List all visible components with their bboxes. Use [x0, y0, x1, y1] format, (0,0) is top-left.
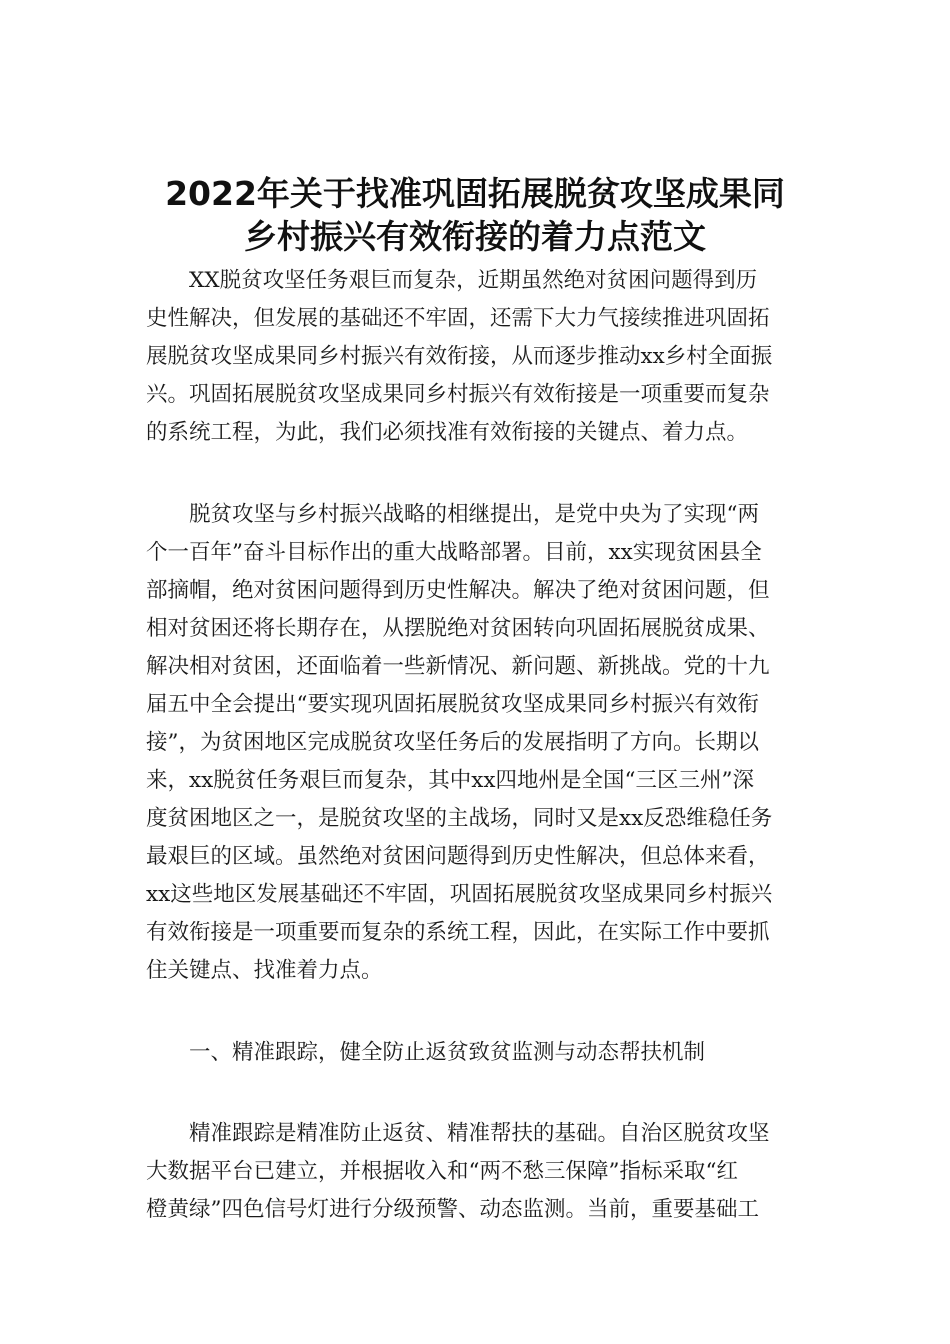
text-line: 有效衔接是一项重要而复杂的系统工程，因此，在实际工作中要抓 [146, 920, 770, 945]
paragraph-intro [146, 262, 806, 452]
section-heading-1 [146, 1034, 806, 1072]
text-line: 大数据平台已建立，并根据收入和“两不愁三保障”指标采取“红 [146, 1159, 738, 1184]
text-line: 度贫困地区之一，是脱贫攻坚的主战场，同时又是xx反恐维稳任务 [146, 806, 773, 831]
text-line: 史性解决，但发展的基础还不牢固，还需下大力气接续推进巩固拓 [146, 306, 770, 331]
text-line: 展脱贫攻坚成果同乡村振兴有效衔接，从而逐步推动xx乡村全面振 [146, 344, 773, 369]
text-line: 一、精准跟踪，健全防止返贫致贫监测与动态帮扶机制 [189, 1040, 706, 1065]
text-line: 的系统工程，为此，我们必须找准有效衔接的关键点、着力点。 [146, 420, 749, 445]
text-line: 个一百年”奋斗目标作出的重大战略部署。目前，xx实现贫困县全 [146, 540, 762, 565]
text-line: 精准跟踪是精准防止返贫、精准帮扶的基础。自治区脱贫攻坚 [189, 1121, 770, 1146]
text-line: XX脱贫攻坚任务艰巨而复杂，近期虽然绝对贫困问题得到历 [189, 268, 758, 293]
text-line: 相对贫困还将长期存在，从摆脱绝对贫困转向巩固拓展脱贫成果、 [146, 616, 770, 641]
paragraph-background [146, 496, 806, 990]
text-line: 部摘帽，绝对贫困问题得到历史性解决。解决了绝对贫困问题，但 [146, 578, 770, 603]
title-line: 2022年关于找准巩固拓展脱贫攻坚成果同 [165, 174, 785, 213]
document-title [140, 172, 810, 258]
paragraph-section-1 [146, 1115, 806, 1229]
text-line: 橙黄绿”四色信号灯进行分级预警、动态监测。当前，重要基础工 [146, 1197, 759, 1222]
text-line: 最艰巨的区域。虽然绝对贫困问题得到历史性解决，但总体来看， [146, 844, 770, 869]
text-line: 解决相对贫困，还面临着一些新情况、新问题、新挑战。党的十九 [146, 654, 770, 679]
paragraph-spacer [146, 452, 806, 496]
text-line: 接”，为贫困地区完成脱贫攻坚任务后的发展指明了方向。长期以 [146, 730, 759, 755]
paragraph-spacer [146, 1072, 806, 1115]
text-line: 来，xx脱贫任务艰巨而复杂，其中xx四地州是全国“三区三州”深 [146, 768, 754, 793]
text-line: 住关键点、找准着力点。 [146, 958, 383, 983]
text-line: 届五中全会提出“要实现巩固拓展脱贫攻坚成果同乡村振兴有效衔 [146, 692, 759, 717]
document-body [146, 262, 806, 1229]
text-line: 兴。巩固拓展脱贫攻坚成果同乡村振兴有效衔接是一项重要而复杂 [146, 382, 770, 407]
title-line: 乡村振兴有效衔接的着力点范文 [244, 217, 706, 256]
paragraph-spacer [146, 990, 806, 1034]
text-line: 脱贫攻坚与乡村振兴战略的相继提出，是党中央为了实现“两 [189, 502, 759, 527]
text-line: xx这些地区发展基础还不牢固，巩固拓展脱贫攻坚成果同乡村振兴 [146, 882, 773, 907]
